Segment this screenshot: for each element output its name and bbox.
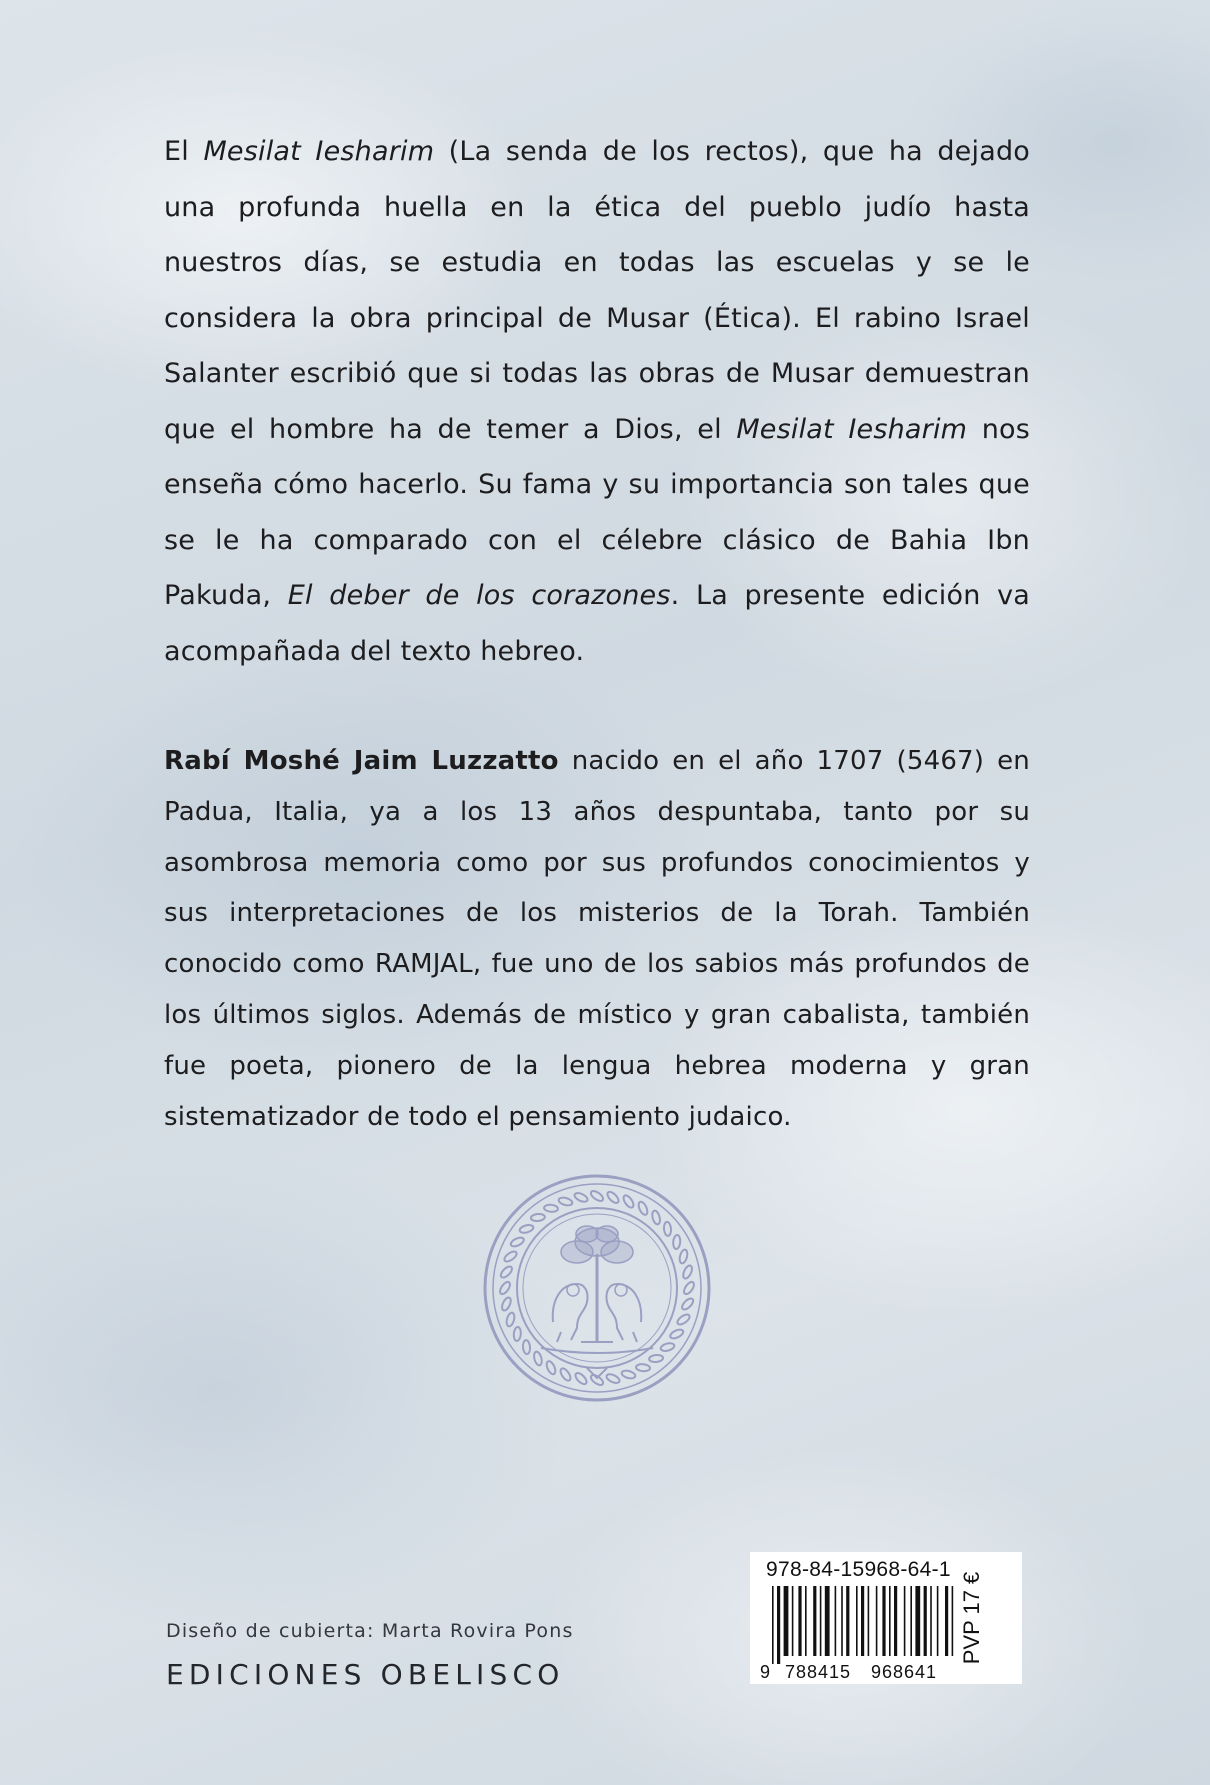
wreath-leaf [574, 1371, 589, 1386]
barcode-bar [861, 1586, 864, 1656]
wreath-leaf [545, 1360, 557, 1376]
wreath-leaf [559, 1367, 573, 1382]
wreath-leaf [606, 1190, 621, 1205]
cover-design-credit: Diseño de cubierta: Marta Rovira Pons [166, 1620, 574, 1642]
barcode-icon [758, 1552, 958, 1684]
price-label: PVP 17 € [959, 1571, 984, 1665]
wreath-leaf [533, 1351, 543, 1366]
barcode-bar [772, 1586, 774, 1664]
publisher-name: EDICIONES OBELISCO [166, 1658, 565, 1691]
wreath-leaf [498, 1280, 512, 1295]
wreath-leaf [544, 1204, 559, 1212]
barcode-bar [876, 1586, 878, 1656]
publisher-emblem-seal-icon [481, 1172, 713, 1404]
wreath-leaf [519, 1224, 534, 1234]
barcode-bar [952, 1586, 954, 1656]
wreath-leaf [681, 1264, 693, 1280]
barcode-bar [924, 1586, 927, 1656]
barcode-bar [798, 1586, 801, 1656]
description-paragraph [164, 124, 1030, 679]
wreath-leaf [503, 1250, 518, 1264]
barcode-bar [856, 1586, 858, 1656]
barcode-bar [894, 1586, 897, 1656]
wreath-leaf [499, 1265, 514, 1280]
wreath-leaf [500, 1296, 512, 1312]
barcode-digits-left: 788415 [784, 1662, 852, 1682]
wreath-leaf [637, 1200, 649, 1216]
barcode-bar [813, 1586, 816, 1656]
barcode-bar [792, 1586, 794, 1656]
barcode-bar [868, 1586, 870, 1656]
description-title-italic-1: Mesilat Iesharim [203, 136, 435, 167]
wreath-leaf [589, 1189, 604, 1203]
barcode-bar [945, 1586, 948, 1656]
description-text-3: nos enseña cómo hacerlo. Su fama y su importancia son tales que se le ha comparado con el célebre clásico de Bahia Ibn Pakuda, [164, 413, 1031, 611]
barcode-bar [784, 1586, 789, 1656]
description-text-1: El [164, 136, 204, 167]
barcode-bar [889, 1586, 891, 1656]
wreath-leaf [682, 1280, 696, 1295]
wreath-leaf [605, 1372, 621, 1384]
barcode-bar [937, 1586, 939, 1656]
description-title-italic-3: El deber de los corazones [287, 580, 671, 611]
author-name: Rabí Moshé Jaim Luzzatto [164, 746, 559, 776]
wreath-leaf [680, 1297, 695, 1312]
barcode-digits-right: 968641 [870, 1662, 938, 1682]
barcode-bar [930, 1586, 932, 1656]
barcode-bar [835, 1586, 837, 1656]
barcode-bar [777, 1586, 780, 1664]
wreath-leaf [509, 1236, 525, 1248]
wreath-leaf [678, 1249, 688, 1264]
author-bio-text: nacido en el año 1707 (5467) en Padua, Italia, ya a los 13 años despuntaba, tanto por su asombrosa memoria como por sus profundos conocimientos y sus interpretaciones de los misterios de la Torah. También conocido como RAMJAL, fue uno de los sabios más profundos de los últimos siglos. Además de místico y gran cabalista, también fue poeta, pionero de la lengua hebrea moderna y gran sistematizador de todo el pensamiento judaico. [164, 746, 1030, 1132]
wreath-leaf [663, 1222, 671, 1237]
wreath-leaf [660, 1342, 675, 1352]
wreath-leaf [636, 1364, 651, 1372]
barcode-bar [904, 1586, 906, 1656]
barcode-bar [910, 1586, 912, 1656]
barcode-bar [805, 1586, 807, 1656]
author-paragraph [164, 736, 1030, 1142]
barcode-label [750, 1552, 1022, 1684]
barcode-bar [846, 1586, 849, 1656]
wreath-leaf [589, 1373, 604, 1387]
wreath-leaf [505, 1312, 515, 1327]
description-text-2: (La senda de los rectos), que ha dejado una profunda huella en la ética del pueblo judío hasta nuestros días, se estudia en todas las escuelas y se le considera la obra principal de Musar (Ética). El rabino Israel Salanter escribió que si todas las obras de Musar demuestran que el hombre ha de temer a Dios, el [164, 136, 1031, 445]
wreath-leaf [522, 1340, 530, 1355]
barcode-digit-first: 9 [760, 1662, 771, 1682]
wreath-leaf [531, 1213, 546, 1221]
wreath-leaf [558, 1196, 573, 1206]
barcode-bar [825, 1586, 830, 1656]
wreath-leaf [573, 1191, 589, 1203]
barcode-bar [820, 1586, 822, 1656]
wreath-leaf [651, 1210, 661, 1225]
isbn-number: 978-84-15968-64-1 [766, 1558, 951, 1581]
barcode-bar [882, 1586, 885, 1656]
wreath-leaf [676, 1313, 691, 1327]
wreath-leaf [513, 1327, 521, 1342]
barcode-bar [915, 1586, 920, 1656]
description-title-italic-2: Mesilat Iesharim [736, 413, 968, 445]
description-text-4: . La presente edición va acompañada del texto hebreo. [164, 580, 1030, 667]
wreath-leaf [669, 1328, 685, 1340]
wreath-leaf [649, 1354, 664, 1362]
wreath-leaf [621, 1369, 636, 1379]
wreath-leaf [673, 1235, 681, 1250]
barcode-bar [841, 1586, 843, 1656]
wreath-leaf [622, 1194, 636, 1209]
